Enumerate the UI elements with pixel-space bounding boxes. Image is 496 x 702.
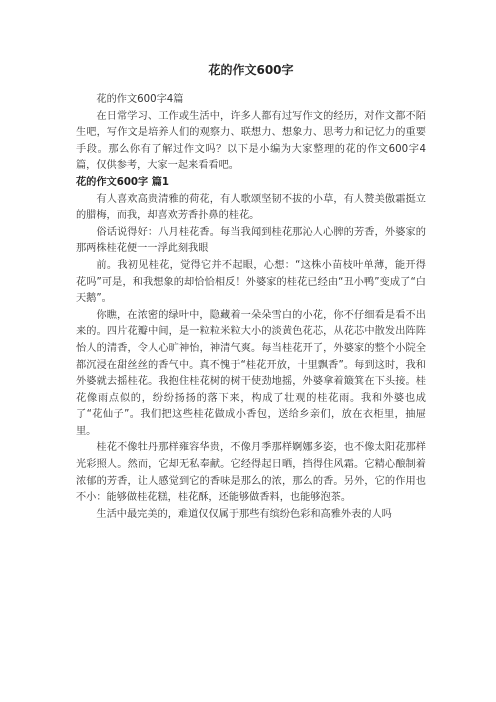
body-paragraph-3: 前。我初见桂花，觉得它并不起眼，心想：“这株小苗枝叶单薄，能开得花吗”可是，和我想象的却恰恰相反！外婆家的桂花已经由“丑小鸭”变成了“白天鹅”。 <box>76 259 426 305</box>
section-heading: 花的作文600字 篇1 <box>76 176 170 188</box>
body-paragraph-4: 你瞧，在浓密的绿叶中，隐藏着一朵朵雪白的小花，你不仔细看是看不出来的。四片花瓣中间，是一粒粒米粒大小的淡黄色花芯，从花芯中散发出阵阵怡人的清香，令人心旷神怡，神清气爽。每当桂花开了，外婆家的整个小院全都沉浸在甜丝丝的香气中。真不愧于“桂花开放，十里飘香”。每到这时，我和外婆就去摇桂花。我抱住桂花树的树干使劲地摇，外婆拿着簸箕在下头接。桂花像雨点似的，纷纷扬扬的落下来，构成了壮观的桂花雨。我和外婆也成了“花仙子”。我们把这些桂花做成小香包，送给乡亲们，放在衣柜里，抽屉里。 <box>76 309 426 437</box>
document-title: 花的作文600字 <box>208 63 294 77</box>
intro-subtitle: 花的作文600字4篇 <box>96 94 184 105</box>
body-paragraph-1: 有人喜欢高贵清雅的荷花，有人歌颂坚韧不拔的小草，有人赞美傲霜挺立的腊梅，而我，却喜欢芳香扑鼻的桂花。 <box>76 193 426 222</box>
intro-paragraph: 在日常学习、工作或生活中，许多人都有过写作文的经历，对作文都不陌生吧，写作文是培养人们的观察力、联想力、想象力、思考力和记忆力的重要手段。那么你有了解过作文吗？以下是小编为大家整理的花的作文600字4篇，仅供参考，大家一起来看看吧。 <box>76 110 426 172</box>
body-paragraph-2: 俗话说得好：八月桂花香。每当我闻到桂花那沁人心脾的芳香，外婆家的那两株桂花便一一浮此刻我眼 <box>76 226 426 255</box>
body-paragraph-5: 桂花不像牡丹那样雍容华贵，不像月季那样婀娜多姿，也不像太阳花那样光彩照人。然而，它却无私奉献。它经得起日晒，挡得住风霜。它精心酿制着浓郁的芳香，让人感觉到它的香味是那么的浓，那么的香。另外，它的作用也不小：能够做桂花糕，桂花酥，还能够做香料，也能够泡茶。 <box>76 442 426 504</box>
body-paragraph-6: 生活中最完美的，难道仅仅属于那些有缤纷色彩和高雅外表的人吗 <box>96 508 392 520</box>
